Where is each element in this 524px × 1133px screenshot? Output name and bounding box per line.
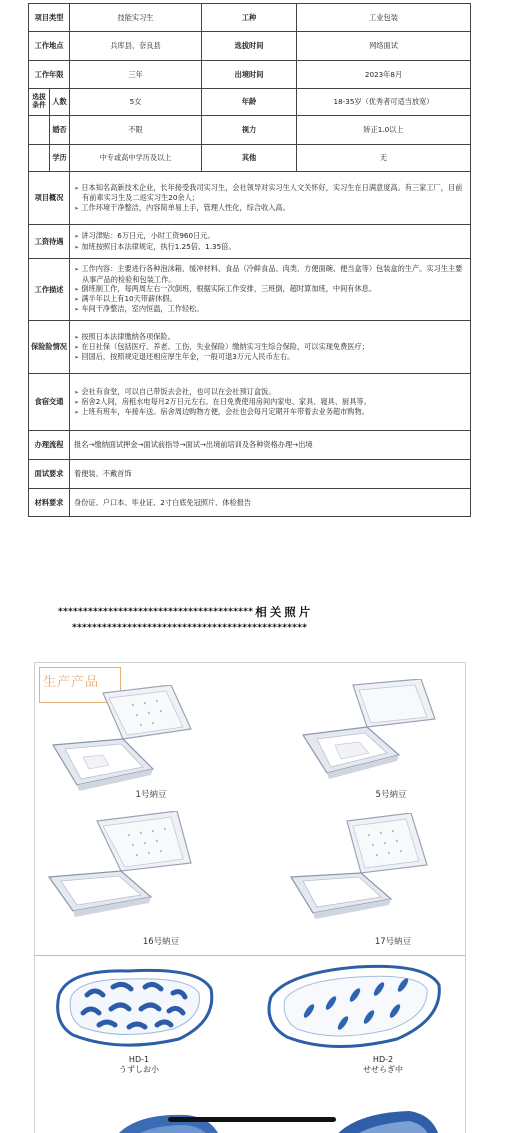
value-work-years: 三年 [70,61,202,89]
value-departure-time: 2023年8月 [297,61,471,89]
lodging-line: ➢ 会社有食堂，可以自己带饭去会社，也可以在会社预订盒饭。 [74,386,276,396]
blue-pattern-tray-icon [49,965,219,1051]
value-location: 兵库县、奈良县 [70,32,202,61]
blue-pattern-tray-icon [257,959,447,1055]
salary-line: ➢ 加班按照日本法律规定，执行1.25倍、1.35倍。 [74,241,236,251]
row-headcount [29,89,471,116]
row-work-description [29,259,471,321]
label-education: 学历 [50,145,70,172]
photo-divider [35,955,466,956]
row-materials [29,489,471,517]
natto-container-icon [41,811,197,921]
label-work-years: 工作年限 [29,61,70,89]
insurance-line: ➢ 按照日本法律缴纳各项保险。 [74,331,175,341]
label-interview: 面试要求 [29,460,70,489]
row-process [29,431,471,460]
hd2-code: HD-2 [372,1055,394,1064]
value-headcount: 5女 [70,89,202,116]
label-age: 年龄 [202,89,297,116]
lodging-line: ➢ 上班有班车，车接车送。宿舍周边购物方便，会社也会每月定期开车带着去业务超市购物。 [74,407,369,417]
label-marital: 婚否 [50,116,70,145]
label-salary: 工资待遇 [29,225,70,259]
row-marital [29,116,471,145]
label-selection-time: 选拔时间 [202,32,297,61]
row-overview [29,172,471,225]
product-caption-2: 5号納豆 [375,790,407,800]
hd2-name: せせらぎ中 [363,1064,403,1074]
work-line: ➢ 车间干净整洁，室内恒温，工作轻松。 [74,304,204,314]
photo-section-heading [58,604,478,633]
label-overview: 项目概况 [29,172,70,225]
project-info-table [28,3,471,517]
value-project-type: 技能实习生 [70,4,202,32]
label-lodging: 食宿交通 [29,374,70,431]
interview-text: 着便装、不戴首饰 [70,460,471,489]
insurance-line: ➢ 回国后，按照规定退还相应厚生年金，一般可退3万元人民币左右。 [74,352,295,362]
product-image-1 [43,685,203,797]
label-materials: 材料要求 [29,489,70,517]
hd1-code: HD-1 [128,1055,150,1064]
row-salary [29,225,471,259]
blue-tray-partial-icon [323,1107,443,1133]
hd2-caption [353,1055,413,1074]
hd2-tray-image [257,959,447,1055]
value-age: 18-35岁（优秀者可适当放宽） [297,89,471,116]
value-selection-time: 网络面试 [297,32,471,61]
label-other: 其他 [202,145,297,172]
product-image-2 [283,679,439,791]
product-caption-4: 17号納豆 [374,937,412,947]
overview-line: ➢ 日本知名高新技术企业，长年接受我司实习生，会社领导对实习生人文关怀好，实习生在日满意度高。有三家工厂，目前有前辈实习生及二返实习生20余人； [74,183,463,203]
value-job-type: 工业包装 [297,4,471,32]
label-job-type: 工种 [202,4,297,32]
work-line: ➢ 倒班制工作，每两周左右一次倒班，根据实际工作安排，三班倒，超时算加班，中间有休息。 [74,284,377,294]
label-project-type: 项目类型 [29,4,70,32]
work-description-text [70,259,471,321]
work-line: ➢ 工作内容：主要进行各种泡沫箱、缓冲材料、食品（冷鲜食品、肉类、方便面碗、便当盒等）包装盒的生产。实习生主要从事产品的检验和包装工作。 [74,264,463,284]
tray-image-partial-right [323,1107,443,1133]
label-headcount: 人数 [50,89,70,116]
insurance-line: ➢ 在日社保（包括医疗、养老、工伤、失业保险）缴纳实习生综合保险，可以实现免费医疗； [74,341,369,351]
natto-container-icon [283,679,439,791]
row-location [29,32,471,61]
home-indicator[interactable] [168,1117,336,1122]
row-work-years [29,61,471,89]
hd1-caption [109,1055,169,1074]
row-project-type [29,4,471,32]
row-education [29,145,471,172]
product-caption-1: 1号納豆 [135,790,167,800]
overview-line: ➢ 工作环境干净整洁，内容简单易上手，管理人性化，综合收入高。 [74,202,290,212]
label-departure-time: 出境时间 [202,61,297,89]
insurance-text [70,321,471,374]
value-other: 无 [297,145,471,172]
label-location: 工作地点 [29,32,70,61]
row-insurance [29,321,471,374]
label-eyesight: 视力 [202,116,297,145]
label-insurance: 保险险情况 [29,321,70,374]
natto-container-icon [261,813,431,925]
label-selection-conditions: 选拔条件 [29,89,50,116]
work-line: ➢ 满半年以上有10天带薪休假。 [74,294,177,304]
materials-text: 身份证、户口本、毕业证、2寸白底免冠照片、体检报告 [70,489,471,517]
product-image-3 [41,811,197,921]
cond-spacer [29,116,50,145]
salary-text [70,225,471,259]
value-eyesight: 矫正1.0以上 [297,116,471,145]
label-work-description: 工作描述 [29,259,70,321]
lodging-text [70,374,471,431]
product-image-4 [261,813,431,925]
product-caption-3: 16号納豆 [142,937,180,947]
process-text: 报名→缴纳面试押金→面试前指导→面试→出境前培训及各种资格办理→出境 [70,431,471,460]
hd1-tray-image [49,965,219,1051]
lodging-line: ➢ 宿舍2人间，房租水电每月2万日元左右。在日免费使用房间内家电、家具、寝具、厨具等。 [74,396,371,406]
row-interview [29,460,471,489]
overview-text [70,172,471,225]
salary-line: ➢ 讲习津贴：6万日元，小时工资960日元。 [74,231,215,241]
value-education: 中专或高中学历及以上 [70,145,202,172]
stars-left: *************************************** [58,607,254,617]
row-lodging [29,374,471,431]
section-title: 相关照片 [255,605,314,619]
heading-line-1 [58,604,478,620]
value-marital: 不限 [70,116,202,145]
hd1-name: うずしお小 [119,1064,159,1074]
natto-container-icon [43,685,203,797]
label-process: 办理流程 [29,431,70,460]
heading-line-2: *********************************************** [72,623,308,633]
product-label: 生产产品 [39,667,121,703]
product-photo [34,662,466,1133]
cond-spacer [29,145,50,172]
